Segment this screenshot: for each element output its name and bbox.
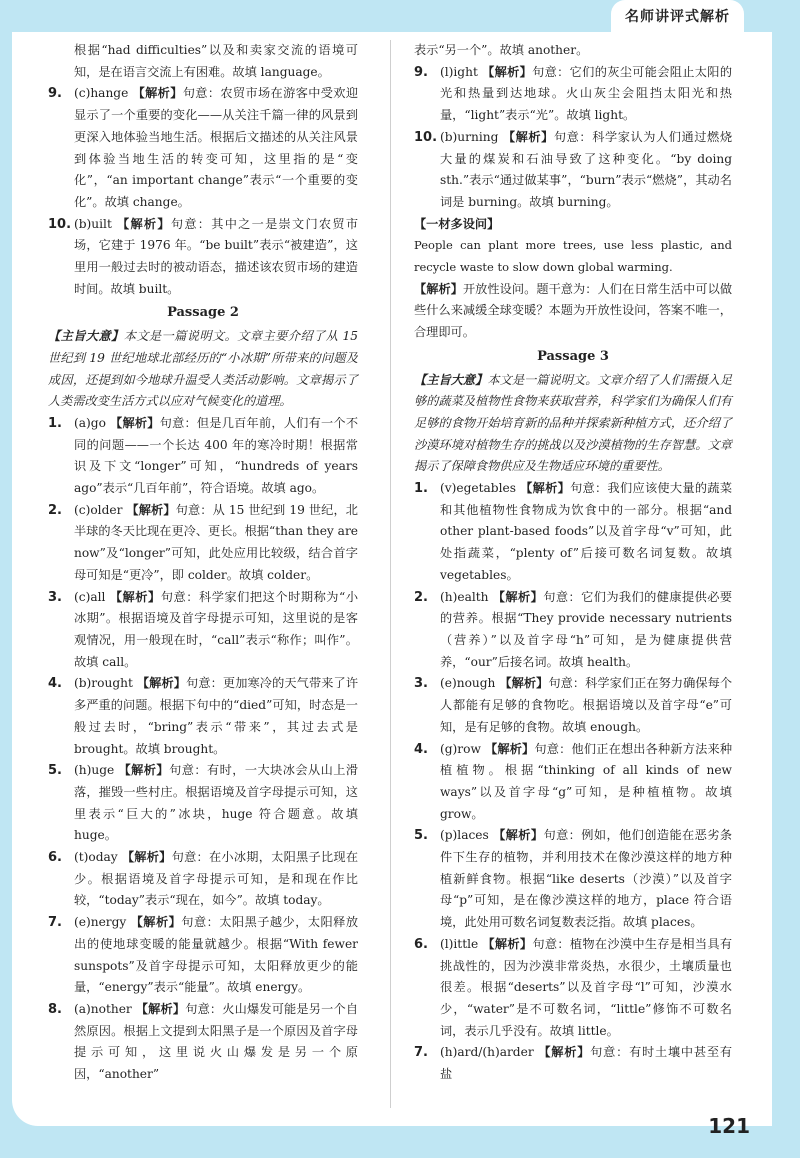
analysis-text: 句意：例如，他们创造能在恶劣条件下生存的植物，并利用技术在像沙漠这样的地方种植新鲜食物。根据“like deserts（沙漠）”以及首字母“p”可知，是在像沙漠这样的地方，place 符合语境，此处用可数名词复数表泛指。故填 places。 <box>440 828 733 930</box>
analysis-text: 句意：我们应该使大量的蔬菜和其他植物性食物成为饮食中的一部分。根据“and other plant-based foods”以及首字母“v”可知，此处指蔬菜，“plenty of”后接可数名词复数。故填 vegetables。 <box>440 481 733 582</box>
item-answer: (h)ealth <box>440 589 489 604</box>
answer-item <box>48 413 358 500</box>
item-number: 1. <box>48 415 62 431</box>
analysis-text: 句意：有时土壤中甚至有盐 <box>440 1045 733 1082</box>
passage3-summary <box>414 370 732 479</box>
page-number: 121 <box>708 1114 750 1138</box>
item-answer: (l)ight <box>440 64 478 79</box>
item-answer: (g)row <box>440 741 481 756</box>
answer-item <box>48 587 358 674</box>
item-number: 7. <box>48 915 62 931</box>
passage2-items-cont <box>414 62 732 214</box>
analysis-tag: 【解析】 <box>482 64 533 79</box>
item-number: 6. <box>48 850 62 866</box>
item-answer: (t)oday <box>74 850 118 865</box>
open-question-answer: People can plant more trees, use less plastic, and recycle waste to slow down global warming. <box>414 238 732 275</box>
answer-item <box>48 500 358 587</box>
analysis-tag: 【解析】 <box>110 415 160 430</box>
item-number: 2. <box>414 589 428 605</box>
analysis-tag: 【解析】 <box>482 936 533 951</box>
passage1-items <box>48 83 358 300</box>
analysis-text: 句意：科学家认为人们通过燃烧大量的煤炭和石油导致了这种变化。“by doing sth.”表示“通过做某事”，“burn”表示“燃烧”，其动名词是 burning。故填 burning。 <box>440 129 733 209</box>
analysis-tag: 【解析】 <box>132 86 183 101</box>
analysis-tag: 【解析】 <box>135 1001 186 1016</box>
analysis-text: 句意：火山爆发可能是另一个自然原因。根据上文提到太阳黑子是一个原因及首字母提示可知，这里说火山爆发是另一个原因，“another” <box>74 1001 359 1082</box>
item-body <box>74 413 358 500</box>
open-question-title: 【一材多设问】 <box>414 216 500 231</box>
analysis-tag: 【解析】 <box>414 281 463 296</box>
item-body <box>440 587 732 674</box>
item-answer: (e)nough <box>440 676 496 691</box>
item-answer: (c)older <box>74 502 123 517</box>
item-answer: (b)urning <box>440 129 499 144</box>
analysis-text: 句意：从 15 世纪到 19 世纪，北半球的冬天比现在更冷、更长。根据“than they are now”及“longer”可知，此处应用比较级，结合首字母可知是“更冷”，即 colder。故填 colder。 <box>74 502 358 582</box>
answer-item <box>414 825 732 934</box>
analysis-tag: 【解析】 <box>126 502 176 517</box>
item-answer: (l)ittle <box>440 936 479 951</box>
analysis-text: 句意：有时，一大块冰会从山上滑落，摧毁一些村庄。根据语境及首字母提示可知，这里表示“巨大的”冰块，huge 符合题意。故填 huge。 <box>74 763 359 843</box>
analysis-tag: 【解析】 <box>492 589 544 604</box>
item-number: 9. <box>48 86 62 102</box>
answer-item <box>414 587 732 674</box>
item-number: 9. <box>414 64 428 80</box>
analysis-tag: 【解析】 <box>493 828 544 843</box>
item-number: 5. <box>48 763 62 779</box>
item-answer: (v)egetables <box>440 481 516 496</box>
left-column <box>48 40 358 1086</box>
item-body <box>74 912 358 999</box>
continued-text: 表示“另一个”。故填 another。 <box>414 43 589 57</box>
item-number: 10. <box>48 216 72 232</box>
answer-item <box>414 673 732 738</box>
answer-item <box>414 934 732 1043</box>
item-body <box>440 673 732 738</box>
item-answer: (b)uilt <box>74 216 112 231</box>
item-body <box>74 214 358 301</box>
continued-text: 根据“had difficulties”以及和卖家交流的语境可知，是在语言交流上有困难。故填 language。 <box>74 43 358 79</box>
item-number: 7. <box>414 1045 428 1061</box>
item-body <box>440 62 732 127</box>
right-column <box>414 40 732 1086</box>
header-tab <box>611 0 744 32</box>
analysis-text: 句意：农贸市场在游客中受欢迎显示了一个重要的变化——从关注千篇一律的风景到更深入地体验当地生活。根据后文描述的从关注风景到体验当地生活的转变可知，这里指的是“变化”，“an important change”表示“一个重要的变化”。故填 change。 <box>74 86 359 209</box>
item-number: 4. <box>414 741 428 757</box>
item-body <box>440 478 732 587</box>
answer-item <box>48 83 358 213</box>
item-body <box>440 127 732 214</box>
analysis-tag: 【解析】 <box>109 589 161 604</box>
passage2-items <box>48 413 358 1086</box>
item-body <box>74 500 358 587</box>
header-title: 名师讲评式解析 <box>625 9 730 25</box>
passage3-title: Passage 3 <box>537 348 609 364</box>
passage2-title: Passage 2 <box>167 305 239 321</box>
summary-text: 本文是一篇说明文。文章介绍了人们需摄入足够的蔬菜及植物性食物来获取营养，科学家们为确保人们有足够的食物开始培育新的品种并探索新种植方式，还介绍了沙漠环境对植物生存的挑战以及沙漠植物的生存智慧。文章揭示了保障食物供应及生物适应环境的重要性。 <box>414 372 733 474</box>
answer-item <box>414 478 732 587</box>
item-number: 4. <box>48 676 62 692</box>
answer-item <box>48 912 358 999</box>
passage2-summary <box>48 326 358 413</box>
analysis-text: 开放性设问。题干意为：人们在日常生活中可以做些什么来减缓全球变暖？本题为开放性设问，答案不唯一，合理即可。 <box>414 281 733 340</box>
analysis-tag: 【解析】 <box>502 129 554 144</box>
item-number: 10. <box>414 129 438 145</box>
analysis-text: 句意：其中之一是崇文门农贸市场，它建于 1976 年。“be built”表示“被建造”，这里用一般过去时的被动语态，描述该农贸市场的建造时间。故填 built。 <box>74 216 359 296</box>
analysis-tag: 【解析】 <box>520 481 571 496</box>
item-answer: (a)go <box>74 415 106 430</box>
item-number: 3. <box>48 589 62 605</box>
analysis-tag: 【解析】 <box>484 741 535 756</box>
answer-item <box>48 673 358 760</box>
item-body <box>440 825 732 934</box>
column-divider <box>390 40 391 1108</box>
item-body <box>74 587 358 674</box>
item-answer: (h)uge <box>74 763 115 778</box>
item-number: 2. <box>48 502 62 518</box>
analysis-tag: 【解析】 <box>121 850 172 865</box>
passage3-items <box>414 478 732 1086</box>
open-question-analysis <box>414 279 732 344</box>
item-number: 5. <box>414 828 428 844</box>
answer-item <box>414 62 732 127</box>
analysis-tag: 【解析】 <box>118 763 170 778</box>
item-number: 1. <box>414 481 428 497</box>
analysis-text: 句意：在小冰期，太阳黑子比现在少。根据语境及首字母提示可知，是和现在作比较，“today”表示“现在，如今”。故填 today。 <box>74 850 359 908</box>
item-body <box>74 999 358 1086</box>
item-body <box>74 83 358 213</box>
analysis-text: 句意：植物在沙漠中生存是相当具有挑战性的，因为沙漠非常炎热，水很少，土壤质量也很差。根据“deserts”以及首字母“l”可知，沙漠水少，“water”是不可数名词，“little”修饰不可数名词，表示几乎没有。故填 little。 <box>440 936 733 1038</box>
summary-text: 本文是一篇说明文。文章主要介绍了从 15 世纪到 19 世纪地球北部经历的“小冰期”所带来的问题及成因，还提到如今地球升温受人类活动影响。文章揭示了人类需改变生活方式以应对气候变化的道理。 <box>48 329 358 409</box>
analysis-text: 句意：他们正在想出各种新方法来种植植物。根据“thinking of all kinds of new ways”以及首字母“g”可知，是种植植物。故填 grow。 <box>440 741 733 821</box>
answer-item <box>414 127 732 214</box>
answer-item <box>48 999 358 1086</box>
item-number: 8. <box>48 1001 62 1017</box>
item-body <box>74 847 358 912</box>
answer-item <box>414 739 732 826</box>
item-answer: (c)all <box>74 589 106 604</box>
analysis-text: 句意：科学家们把这个时期称为“小冰期”。根据语境及首字母提示可知，这里说的是客观情况，用一般现在时，“call”表示“称作；叫作”。故填 call。 <box>74 589 358 669</box>
item-body <box>440 739 732 826</box>
item-body <box>440 1042 732 1085</box>
analysis-text: 句意：它们的灰尘可能会阻止太阳的光和热量到达地球。火山灰尘会阻挡太阳光和热量，“light”表示“光”。故填 light。 <box>440 64 733 123</box>
analysis-text: 句意：更加寒冷的天气带来了许多严重的问题。根据下句中的“died”可知，时态是一般过去时，“bring”表示“带来”，其过去式是 brought。故填 brought。 <box>74 676 359 756</box>
summary-tag: 【主旨大意】 <box>48 329 124 344</box>
analysis-text: 句意：但是几百年前，人们有一个不同的问题——一个长达 400 年的寒冷时期！根据常识及下文“longer”可知，“hundreds of years ago”表示“几百年前”，符合语境。故填 ago。 <box>74 415 359 496</box>
analysis-tag: 【解析】 <box>130 915 182 930</box>
analysis-tag: 【解析】 <box>136 676 187 691</box>
item-body <box>74 760 358 847</box>
item-number: 6. <box>414 936 428 952</box>
summary-tag: 【主旨大意】 <box>414 372 488 387</box>
answer-item <box>48 214 358 301</box>
item-number: 3. <box>414 676 428 692</box>
item-answer: (a)nother <box>74 1001 132 1016</box>
analysis-text: 句意：科学家们正在努力确保每个人都能有足够的食物吃。根据语境以及首字母“e”可知，是有足够的食物。故填 enough。 <box>440 676 733 734</box>
item-answer: (p)laces <box>440 828 489 843</box>
analysis-tag: 【解析】 <box>117 216 171 231</box>
item-body <box>74 673 358 760</box>
item-answer: (b)rought <box>74 676 133 691</box>
analysis-tag: 【解析】 <box>538 1045 591 1060</box>
analysis-text: 句意：太阳黑子越少，太阳释放出的使地球变暖的能量就越少。根据“With fewer sunspots”及首字母提示可知，太阳释放更少的能量，“energy”表示“能量”。故填 energy。 <box>74 915 359 995</box>
answer-item <box>48 847 358 912</box>
analysis-text: 句意：它们为我们的健康提供必要的营养。根据“They provide necessary nutrients（营养）”以及首字母“h”可知，是为健康提供营养，“our”后接名词。故填 health。 <box>440 589 733 669</box>
item-answer: (h)ard/(h)arder <box>440 1045 534 1060</box>
analysis-tag: 【解析】 <box>499 676 549 691</box>
answer-item <box>414 1042 732 1085</box>
item-answer: (e)nergy <box>74 915 127 930</box>
item-answer: (c)hange <box>74 86 129 101</box>
answer-item <box>48 760 358 847</box>
item-body <box>440 934 732 1043</box>
